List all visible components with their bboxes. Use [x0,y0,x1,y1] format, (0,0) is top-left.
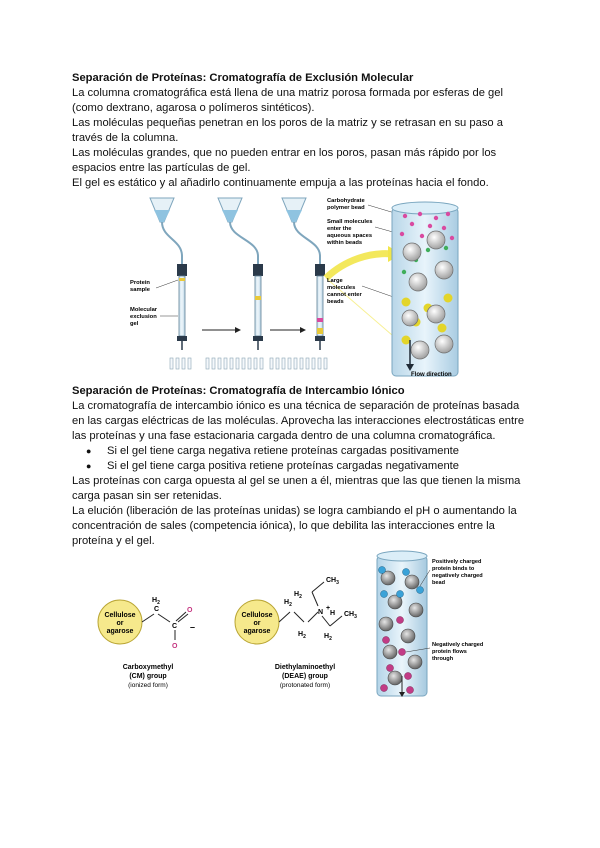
text-line: El gel es estático y al añadirlo continuamente empuja a las proteínas hacia el fondo. [72,177,489,189]
label-positive-protein: Positively charged [432,559,482,565]
text-line: concentración de sales (competencia iónica), lo que debilita las interacciones entre la [72,520,495,532]
label-large-molecules-4: beads [327,299,344,305]
deae-matrix-label-3: agarose [243,628,271,635]
column-magnified [392,202,458,378]
cm-c1: C [154,606,160,613]
label-small-molecules-4: within beads [327,240,363,246]
deae-matrix-label-2: or [253,620,261,627]
paragraph-ion-exchange [72,399,542,444]
cm-c2: C [172,623,178,630]
apparatus-2 [218,198,263,350]
section-title-exclusion: Separación de Proteínas: Cromatografía de Exclusión Molecular [72,72,414,84]
cm-charge-minus: – [190,622,196,632]
bullet-item: ● Si el gel tiene carga positiva retiene proteínas cargadas negativamente [72,459,459,474]
label-polymer-bead-2: polymer bead [327,205,365,211]
deae-hydrogen: H [330,610,336,617]
fraction-tubes [170,358,327,369]
text-line: (como dextrano, agarosa o polímeros sintéticos). [72,102,315,114]
label-gel: Molecular [130,307,158,313]
deae-nitrogen: N [318,609,324,616]
deae-charge-plus: + [326,605,331,612]
text-line: carga pasan sin ser retenidas. [72,490,222,502]
label-negative-protein-3: through [432,656,454,662]
cm-matrix-label: Cellulose [104,612,136,619]
label-positive-protein-3: negatively charged [432,573,483,579]
deae-ch3-top: $CH_3$ [326,577,339,586]
label-positive-protein-4: bead [432,580,446,586]
deae-name-2: (DEAE) group [282,673,328,680]
text-line: Las moléculas grandes, que no pueden entrar en los poros, pasan más rápido por los [72,147,497,159]
figure-ion-exchange [90,548,520,700]
cm-oxygen-2: O [172,643,178,650]
text-line: La columna cromatográfica está llena de una matriz porosa formada por esferas de gel [72,87,503,99]
bullet-item: ● Si el gel tiene carga negativa retiene proteínas cargadas positivamente [72,444,459,459]
cm-matrix-label-2: or [116,620,124,627]
label-small-molecules-3: aqueous spaces [327,233,373,239]
text-line: espacios entre las partículas de gel. [72,162,251,174]
label-large-molecules: Large [327,278,343,284]
bullet-list [72,444,459,474]
label-gel-3: gel [130,321,139,327]
section-title-ion-exchange: Separación de Proteínas: Cromatografía de Intercambio Iónico [72,385,405,397]
text-line: La cromatografía de intercambio iónico es una técnica de separación de proteínas basada [72,400,520,412]
text-line: proteína y el gel. [72,535,155,547]
text-line: las proteínas y una fase estacionaria cargada dentro de una columna cromatográfica. [72,430,496,442]
cm-name-3: (ionized form) [128,682,168,689]
deae-h2-c: $H_2$ [294,591,302,600]
deae-h2-a: $H_2$ [284,599,292,608]
text-line: través de la columna. [72,132,179,144]
apparatus-3 [282,198,325,350]
label-flow-direction: Flow direction [411,372,452,378]
cm-group-structure [98,597,195,689]
label-protein-sample: Protein [130,280,150,286]
label-small-molecules: Small molecules [327,219,373,225]
label-protein-sample-2: sample [130,287,150,293]
cm-h2: $H_2$ [152,597,160,606]
label-small-molecules-2: enter the [327,226,352,232]
text-line: Las proteínas con carga opuesta al gel se unen a él, mientras que las que tienen la misma [72,475,521,487]
deae-group-structure [235,577,357,689]
text-line: en las cargas eléctricas de las moléculas. Aprovecha las interacciones electrostáticas entre [72,415,525,427]
apparatus-1 [150,198,187,350]
label-negative-protein-2: protein flows [432,649,467,655]
cm-name-2: (CM) group [129,673,167,680]
deae-name-3: (protonated form) [279,682,331,689]
label-large-molecules-3: cannot enter [327,292,362,298]
label-positive-protein-2: protein binds to [432,566,475,572]
deae-h2-d: $H_2$ [324,633,332,642]
cm-matrix-label-3: agarose [106,628,134,635]
deae-h2-b: $H_2$ [298,631,306,640]
text-line: La elución (liberación de las proteínas unidas) se logra cambiando el pH o aumentando la [72,505,517,517]
label-gel-2: exclusion [130,314,157,320]
figure-size-exclusion [130,190,475,382]
deae-matrix-label: Cellulose [241,612,273,619]
cm-oxygen-1: O [187,607,193,614]
text-line: Las moléculas pequeñas penetran en los poros de la matriz y se retrasan en su paso a [72,117,503,129]
label-negative-protein: Negatively charged [432,642,484,648]
label-polymer-bead: Carbohydrate [327,198,365,204]
label-large-molecules-2: molecules [327,285,356,291]
paragraph-exclusion [72,86,542,191]
ion-exchange-column [377,551,427,697]
deae-name: Diethylaminoethyl [274,664,336,671]
deae-ch3-right: $CH_3$ [344,611,357,620]
cm-name: Carboxymethyl [122,664,174,671]
paragraph-elution [72,474,542,549]
